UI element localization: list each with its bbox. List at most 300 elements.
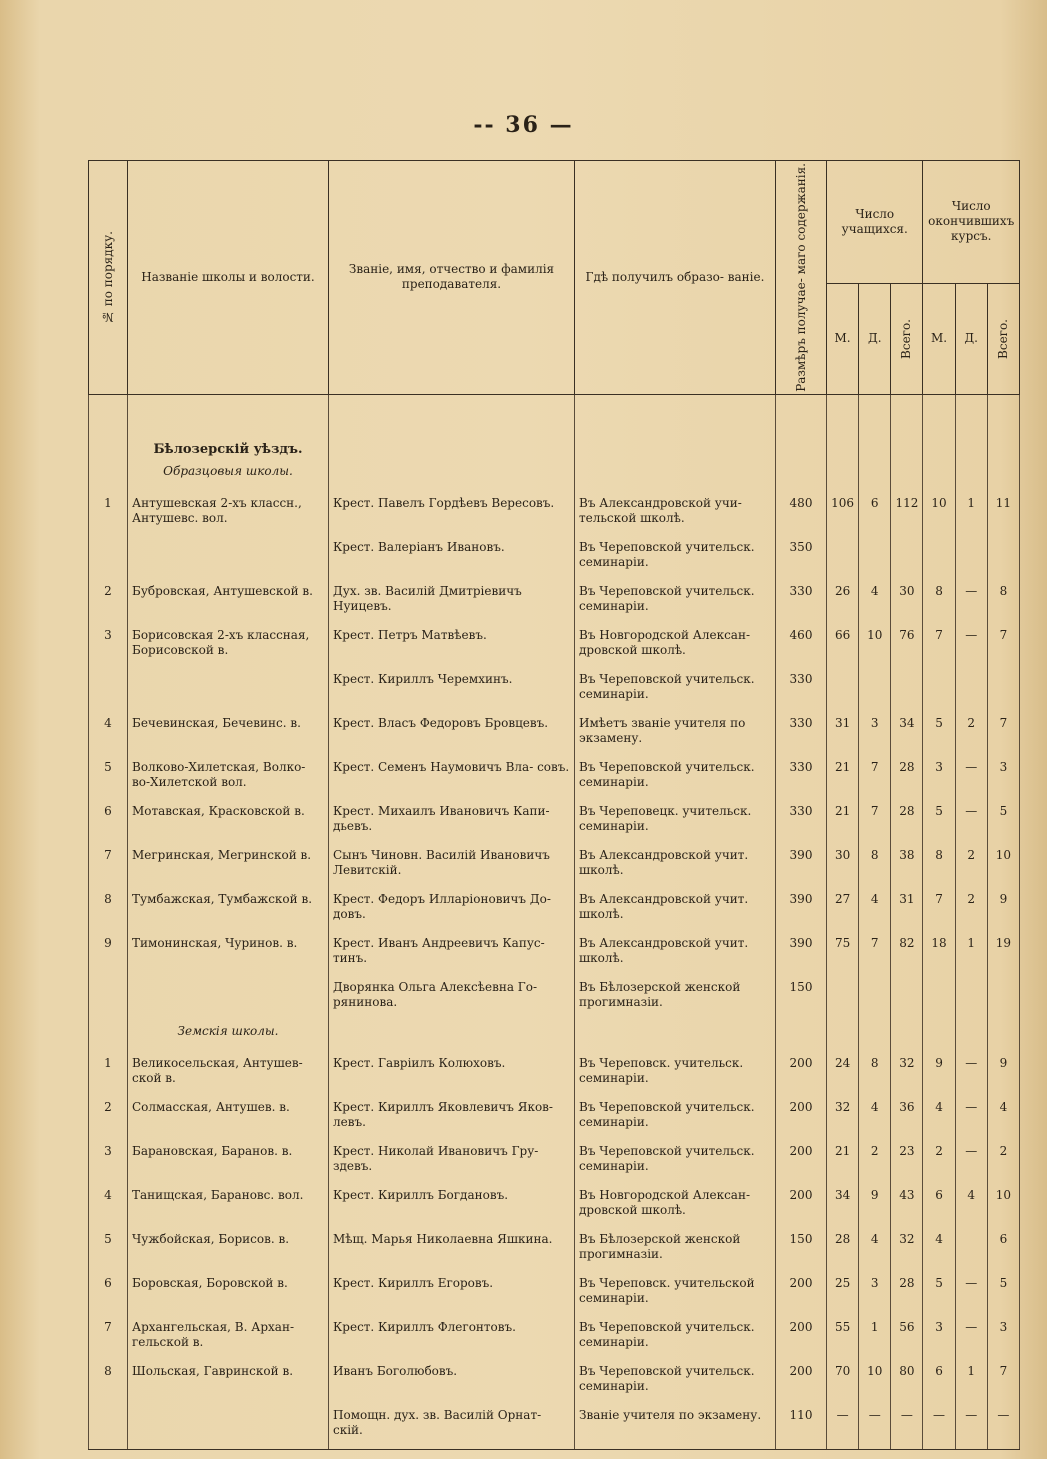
empty-cell: [827, 394, 859, 461]
teacher-name: Крест. Власъ Федоровъ Бровцевъ.: [329, 713, 575, 757]
graduates-total: 8: [987, 581, 1019, 625]
row-number: 5: [89, 757, 128, 801]
school-name: Барановская, Баранов. в.: [128, 1141, 329, 1185]
empty-cell: [776, 461, 827, 493]
students-total: 28: [891, 757, 923, 801]
graduates-d: —: [955, 1053, 987, 1097]
graduates-total: 3: [987, 1317, 1019, 1361]
empty-cell: [987, 461, 1019, 493]
graduates-m: [923, 537, 955, 581]
school-name: Великосельская, Антушев- ской в.: [128, 1053, 329, 1097]
teacher-name: Крест. Кириллъ Черемхинъ.: [329, 669, 575, 713]
teacher-name: Крест. Кириллъ Богдановъ.: [329, 1185, 575, 1229]
graduates-m: 4: [923, 1229, 955, 1273]
salary: 390: [776, 933, 827, 977]
row-number: 7: [89, 1317, 128, 1361]
teacher-name: Крест. Иванъ Андреевичъ Капус- тинъ.: [329, 933, 575, 977]
table-row: [89, 625, 1020, 669]
table-row: [89, 889, 1020, 933]
teacher-name: Дух. зв. Василій Дмитріевичъ Нуицевъ.: [329, 581, 575, 625]
graduates-total: 5: [987, 801, 1019, 845]
empty-cell: [923, 1021, 955, 1053]
empty-cell: [575, 1021, 776, 1053]
row-number: 5: [89, 1229, 128, 1273]
table-row: [89, 845, 1020, 889]
salary: 150: [776, 1229, 827, 1273]
students-m: 24: [827, 1053, 859, 1097]
graduates-d: 1: [955, 493, 987, 537]
students-m: [827, 977, 859, 1021]
empty-cell: [955, 1021, 987, 1053]
school-name: Волково-Хилетская, Волко- во-Хилетской вол.: [128, 757, 329, 801]
school-name: Антушевская 2-хъ классн., Антушевс. вол.: [128, 493, 329, 537]
graduates-total: 7: [987, 625, 1019, 669]
teacher-name: Крест. Николай Ивановичъ Гру- здевъ.: [329, 1141, 575, 1185]
school-name: [128, 537, 329, 581]
students-d: 4: [859, 889, 891, 933]
graduates-total: 4: [987, 1097, 1019, 1141]
section-row: [89, 461, 1020, 493]
salary: 200: [776, 1053, 827, 1097]
graduates-m: 3: [923, 757, 955, 801]
salary: 200: [776, 1141, 827, 1185]
teacher-name: Крест. Гавріилъ Колюховъ.: [329, 1053, 575, 1097]
teacher-name: Сынъ Чиновн. Василій Ивановичъ Левитскій.: [329, 845, 575, 889]
education: Въ Череповской учительск. семинаріи.: [575, 669, 776, 713]
section-row: [89, 1021, 1020, 1053]
table-row: [89, 713, 1020, 757]
empty-cell: [575, 394, 776, 461]
col-salary-header: Размѣръ получае- маго содержанія.: [776, 161, 827, 395]
graduates-m: 10: [923, 493, 955, 537]
graduates-d: —: [955, 1097, 987, 1141]
graduates-total: 10: [987, 845, 1019, 889]
row-number: 6: [89, 801, 128, 845]
teacher-name: Иванъ Боголюбовъ.: [329, 1361, 575, 1405]
graduates-m: 3: [923, 1317, 955, 1361]
students-m: 27: [827, 889, 859, 933]
students-d: 4: [859, 1229, 891, 1273]
graduates-total: 7: [987, 1361, 1019, 1405]
education: Въ Череповской учительск. семинаріи.: [575, 581, 776, 625]
students-d: 3: [859, 713, 891, 757]
students-d: [859, 537, 891, 581]
school-name: Борисовская 2-хъ классная, Борисовской в.: [128, 625, 329, 669]
row-number: [89, 1405, 128, 1450]
students-m: 66: [827, 625, 859, 669]
row-number: 9: [89, 933, 128, 977]
graduates-m: 5: [923, 713, 955, 757]
students-d: 9: [859, 1185, 891, 1229]
graduates-d: 1: [955, 933, 987, 977]
students-m-header: М.: [827, 283, 859, 394]
graduates-total: 10: [987, 1185, 1019, 1229]
education: Въ Череповской учительск. семинаріи.: [575, 757, 776, 801]
students-m: 25: [827, 1273, 859, 1317]
students-d: 1: [859, 1317, 891, 1361]
teacher-name: Крест. Валеріанъ Ивановъ.: [329, 537, 575, 581]
graduates-d: —: [955, 1405, 987, 1450]
graduates-total: 9: [987, 1053, 1019, 1097]
empty-cell: [329, 1021, 575, 1053]
empty-cell: [987, 394, 1019, 461]
graduates-total: 3: [987, 757, 1019, 801]
school-name: Бечевинская, Бечевинс. в.: [128, 713, 329, 757]
students-m: 34: [827, 1185, 859, 1229]
table-row: [89, 1361, 1020, 1405]
education: Въ Череповецк. учительск. семинаріи.: [575, 801, 776, 845]
col-students-header: Число учащихся.: [827, 161, 923, 284]
salary: 350: [776, 537, 827, 581]
empty-cell: [891, 461, 923, 493]
teacher-name: Крест. Михаилъ Ивановичъ Капи- дьевъ.: [329, 801, 575, 845]
education: Въ Александровской учит. школѣ.: [575, 845, 776, 889]
empty-cell: [891, 394, 923, 461]
graduates-m-header: М.: [923, 283, 955, 394]
graduates-d-header: Д.: [955, 283, 987, 394]
students-total-header: Всего.: [891, 283, 923, 394]
teacher-name: Мѣщ. Марья Николаевна Яшкина.: [329, 1229, 575, 1273]
empty-cell: [923, 394, 955, 461]
graduates-m: 6: [923, 1361, 955, 1405]
graduates-m: [923, 669, 955, 713]
students-d: 10: [859, 625, 891, 669]
salary: 200: [776, 1185, 827, 1229]
graduates-m: 5: [923, 801, 955, 845]
graduates-m: 8: [923, 581, 955, 625]
teacher-name: Помощн. дух. зв. Василій Орнат- скій.: [329, 1405, 575, 1450]
students-d: 2: [859, 1141, 891, 1185]
school-name: Тимонинская, Чуринов. в.: [128, 933, 329, 977]
salary: 330: [776, 757, 827, 801]
salary: 390: [776, 845, 827, 889]
graduates-total: 19: [987, 933, 1019, 977]
row-number: [89, 537, 128, 581]
table-row: [89, 801, 1020, 845]
school-name: [128, 1405, 329, 1450]
students-m: 70: [827, 1361, 859, 1405]
empty-cell: [776, 394, 827, 461]
school-name: [128, 669, 329, 713]
students-d: 7: [859, 801, 891, 845]
students-total: 36: [891, 1097, 923, 1141]
education: Въ Александровской учит. школѣ.: [575, 889, 776, 933]
empty-cell: [955, 394, 987, 461]
table-row: [89, 977, 1020, 1021]
empty-cell: [859, 1021, 891, 1053]
education: Въ Череповск. учительск. семинаріи.: [575, 1053, 776, 1097]
school-name: Шольская, Гавринской в.: [128, 1361, 329, 1405]
students-total: 43: [891, 1185, 923, 1229]
students-m: [827, 537, 859, 581]
students-total: [891, 669, 923, 713]
graduates-d: —: [955, 581, 987, 625]
graduates-d: 4: [955, 1185, 987, 1229]
empty-cell: [776, 1021, 827, 1053]
table-row: [89, 669, 1020, 713]
school-name: Мегринская, Мегринской в.: [128, 845, 329, 889]
uezd-title: Бѣлозерскій уѣздъ.: [128, 394, 329, 461]
graduates-total: 11: [987, 493, 1019, 537]
row-number: 4: [89, 713, 128, 757]
uezd-number-cell: [89, 394, 128, 461]
graduates-m: 18: [923, 933, 955, 977]
graduates-total: [987, 977, 1019, 1021]
education: Въ Бѣлозерской женской прогимназіи.: [575, 1229, 776, 1273]
graduates-m: 2: [923, 1141, 955, 1185]
school-name: [128, 977, 329, 1021]
teacher-name: Крест. Петръ Матвѣевъ.: [329, 625, 575, 669]
salary: 480: [776, 493, 827, 537]
col-number-header: № по порядку.: [89, 161, 128, 395]
students-d: 4: [859, 1097, 891, 1141]
students-total: 76: [891, 625, 923, 669]
graduates-d: 2: [955, 845, 987, 889]
graduates-m: 9: [923, 1053, 955, 1097]
empty-cell: [859, 461, 891, 493]
students-total: 34: [891, 713, 923, 757]
students-d: 8: [859, 845, 891, 889]
row-number: [89, 977, 128, 1021]
students-total: 80: [891, 1361, 923, 1405]
graduates-d: 2: [955, 713, 987, 757]
row-number: 8: [89, 1361, 128, 1405]
school-name: Бубровская, Антушевской в.: [128, 581, 329, 625]
graduates-total-header: Всего.: [987, 283, 1019, 394]
uezd-row: [89, 394, 1020, 461]
education: Въ Череповской учительск. семинаріи.: [575, 1317, 776, 1361]
graduates-d: —: [955, 1317, 987, 1361]
students-d: —: [859, 1405, 891, 1450]
empty-cell: [827, 1021, 859, 1053]
col-graduates-header: Число окончившихъ курсъ.: [923, 161, 1020, 284]
students-m: 31: [827, 713, 859, 757]
education: Въ Череповской учительск. семинаріи.: [575, 1141, 776, 1185]
students-d: 10: [859, 1361, 891, 1405]
graduates-d: —: [955, 801, 987, 845]
graduates-m: [923, 977, 955, 1021]
school-name: Мотавская, Красковской в.: [128, 801, 329, 845]
students-d: 8: [859, 1053, 891, 1097]
table-row: [89, 1405, 1020, 1450]
row-number: [89, 669, 128, 713]
students-total: 23: [891, 1141, 923, 1185]
school-name: Тумбажская, Тумбажской в.: [128, 889, 329, 933]
education: Въ Череповской учительск. семинаріи.: [575, 1361, 776, 1405]
col-teacher-header: Званіе, имя, отчество и фамилія преподавателя.: [329, 161, 575, 395]
salary: 390: [776, 889, 827, 933]
col-school-header: Названіе школы и волости.: [128, 161, 329, 395]
row-number: 4: [89, 1185, 128, 1229]
teachers-table: [88, 160, 1020, 1450]
section-title: Образцовыя школы.: [128, 461, 329, 493]
graduates-d: —: [955, 625, 987, 669]
graduates-d: —: [955, 1273, 987, 1317]
teacher-name: Дворянка Ольга Алексѣевна Го- рянинова.: [329, 977, 575, 1021]
section-number-cell: [89, 461, 128, 493]
graduates-m: 7: [923, 889, 955, 933]
table-row: [89, 1141, 1020, 1185]
row-number: 2: [89, 581, 128, 625]
empty-cell: [891, 1021, 923, 1053]
graduates-total: [987, 669, 1019, 713]
students-d: 7: [859, 933, 891, 977]
students-d: 3: [859, 1273, 891, 1317]
graduates-total: 7: [987, 713, 1019, 757]
table-row: [89, 757, 1020, 801]
table-row: [89, 493, 1020, 537]
students-m: 21: [827, 801, 859, 845]
salary: 200: [776, 1317, 827, 1361]
graduates-d: [955, 977, 987, 1021]
students-total: 32: [891, 1229, 923, 1273]
students-m: 106: [827, 493, 859, 537]
school-name: Солмасская, Антушев. в.: [128, 1097, 329, 1141]
table-row: [89, 1273, 1020, 1317]
salary: 150: [776, 977, 827, 1021]
teacher-name: Крест. Семенъ Наумовичъ Вла- совъ.: [329, 757, 575, 801]
graduates-total: [987, 537, 1019, 581]
row-number: 1: [89, 493, 128, 537]
graduates-total: 2: [987, 1141, 1019, 1185]
students-d: 6: [859, 493, 891, 537]
education: Въ Новгородской Алексан- дровской школѣ.: [575, 625, 776, 669]
section-number-cell: [89, 1021, 128, 1053]
education: Званіе учителя по экзамену.: [575, 1405, 776, 1450]
graduates-m: 8: [923, 845, 955, 889]
school-name: Танищская, Барановс. вол.: [128, 1185, 329, 1229]
empty-cell: [955, 461, 987, 493]
teacher-name: Крест. Федоръ Илларіоновичъ До- довъ.: [329, 889, 575, 933]
education: Въ Новгородской Алексан- дровской школѣ.: [575, 1185, 776, 1229]
salary: 330: [776, 801, 827, 845]
students-total: 30: [891, 581, 923, 625]
students-d: 7: [859, 757, 891, 801]
students-m: 75: [827, 933, 859, 977]
salary: 110: [776, 1405, 827, 1450]
graduates-d: —: [955, 757, 987, 801]
table-row: [89, 1185, 1020, 1229]
students-total: 28: [891, 1273, 923, 1317]
students-total: [891, 977, 923, 1021]
students-total: [891, 537, 923, 581]
graduates-d: 2: [955, 889, 987, 933]
students-m: 28: [827, 1229, 859, 1273]
school-name: Боровская, Боровской в.: [128, 1273, 329, 1317]
teacher-name: Крест. Павелъ Гордѣевъ Вересовъ.: [329, 493, 575, 537]
graduates-total: —: [987, 1405, 1019, 1450]
students-total: 28: [891, 801, 923, 845]
empty-cell: [329, 461, 575, 493]
education: Имѣетъ званіе учителя по экзамену.: [575, 713, 776, 757]
salary: 330: [776, 669, 827, 713]
teacher-name: Крест. Кириллъ Егоровъ.: [329, 1273, 575, 1317]
students-m: 30: [827, 845, 859, 889]
teacher-name: Крест. Кириллъ Яковлевичъ Яков- левъ.: [329, 1097, 575, 1141]
salary: 330: [776, 581, 827, 625]
empty-cell: [987, 1021, 1019, 1053]
col-education-header: Гдѣ получилъ образо- ваніе.: [575, 161, 776, 395]
education: Въ Бѣлозерской женской прогимназіи.: [575, 977, 776, 1021]
education: Въ Череповск. учительской семинаріи.: [575, 1273, 776, 1317]
row-number: 3: [89, 1141, 128, 1185]
students-total: 31: [891, 889, 923, 933]
salary: 460: [776, 625, 827, 669]
students-m: 21: [827, 1141, 859, 1185]
education: Въ Череповской учительск. семинаріи.: [575, 1097, 776, 1141]
students-total: 112: [891, 493, 923, 537]
education: Въ Александровской учи- тельской школѣ.: [575, 493, 776, 537]
graduates-m: 6: [923, 1185, 955, 1229]
table-row: [89, 1317, 1020, 1361]
education: Въ Череповской учительск. семинаріи.: [575, 537, 776, 581]
graduates-d: [955, 669, 987, 713]
salary: 200: [776, 1273, 827, 1317]
empty-cell: [859, 394, 891, 461]
row-number: 3: [89, 625, 128, 669]
students-d: [859, 977, 891, 1021]
table-row: [89, 1229, 1020, 1273]
students-d-header: Д.: [859, 283, 891, 394]
students-m: 26: [827, 581, 859, 625]
graduates-m: 5: [923, 1273, 955, 1317]
table-row: [89, 933, 1020, 977]
students-total: 82: [891, 933, 923, 977]
graduates-d: —: [955, 1141, 987, 1185]
empty-cell: [575, 461, 776, 493]
graduates-d: [955, 537, 987, 581]
graduates-m: —: [923, 1405, 955, 1450]
students-m: 32: [827, 1097, 859, 1141]
row-number: 6: [89, 1273, 128, 1317]
empty-cell: [329, 394, 575, 461]
graduates-total: 5: [987, 1273, 1019, 1317]
graduates-total: 6: [987, 1229, 1019, 1273]
section-title: Земскія школы.: [128, 1021, 329, 1053]
salary: 200: [776, 1097, 827, 1141]
students-total: —: [891, 1405, 923, 1450]
row-number: 1: [89, 1053, 128, 1097]
graduates-m: 7: [923, 625, 955, 669]
page-number: -- 36 —: [473, 112, 574, 138]
salary: 330: [776, 713, 827, 757]
table-row: [89, 1097, 1020, 1141]
teacher-name: Крест. Кириллъ Флегонтовъ.: [329, 1317, 575, 1361]
table-body: [89, 394, 1020, 1449]
students-total: 32: [891, 1053, 923, 1097]
row-number: 2: [89, 1097, 128, 1141]
graduates-d: 1: [955, 1361, 987, 1405]
students-m: [827, 669, 859, 713]
students-d: [859, 669, 891, 713]
education: Въ Александровской учит. школѣ.: [575, 933, 776, 977]
students-total: 56: [891, 1317, 923, 1361]
students-d: 4: [859, 581, 891, 625]
school-name: Архангельская, В. Архан- гельской в.: [128, 1317, 329, 1361]
students-total: 38: [891, 845, 923, 889]
students-m: 21: [827, 757, 859, 801]
graduates-total: 9: [987, 889, 1019, 933]
graduates-d: [955, 1229, 987, 1273]
table-row: [89, 1053, 1020, 1097]
students-m: 55: [827, 1317, 859, 1361]
table-row: [89, 581, 1020, 625]
empty-cell: [827, 461, 859, 493]
salary: 200: [776, 1361, 827, 1405]
empty-cell: [923, 461, 955, 493]
school-name: Чужбойская, Борисов. в.: [128, 1229, 329, 1273]
students-m: —: [827, 1405, 859, 1450]
